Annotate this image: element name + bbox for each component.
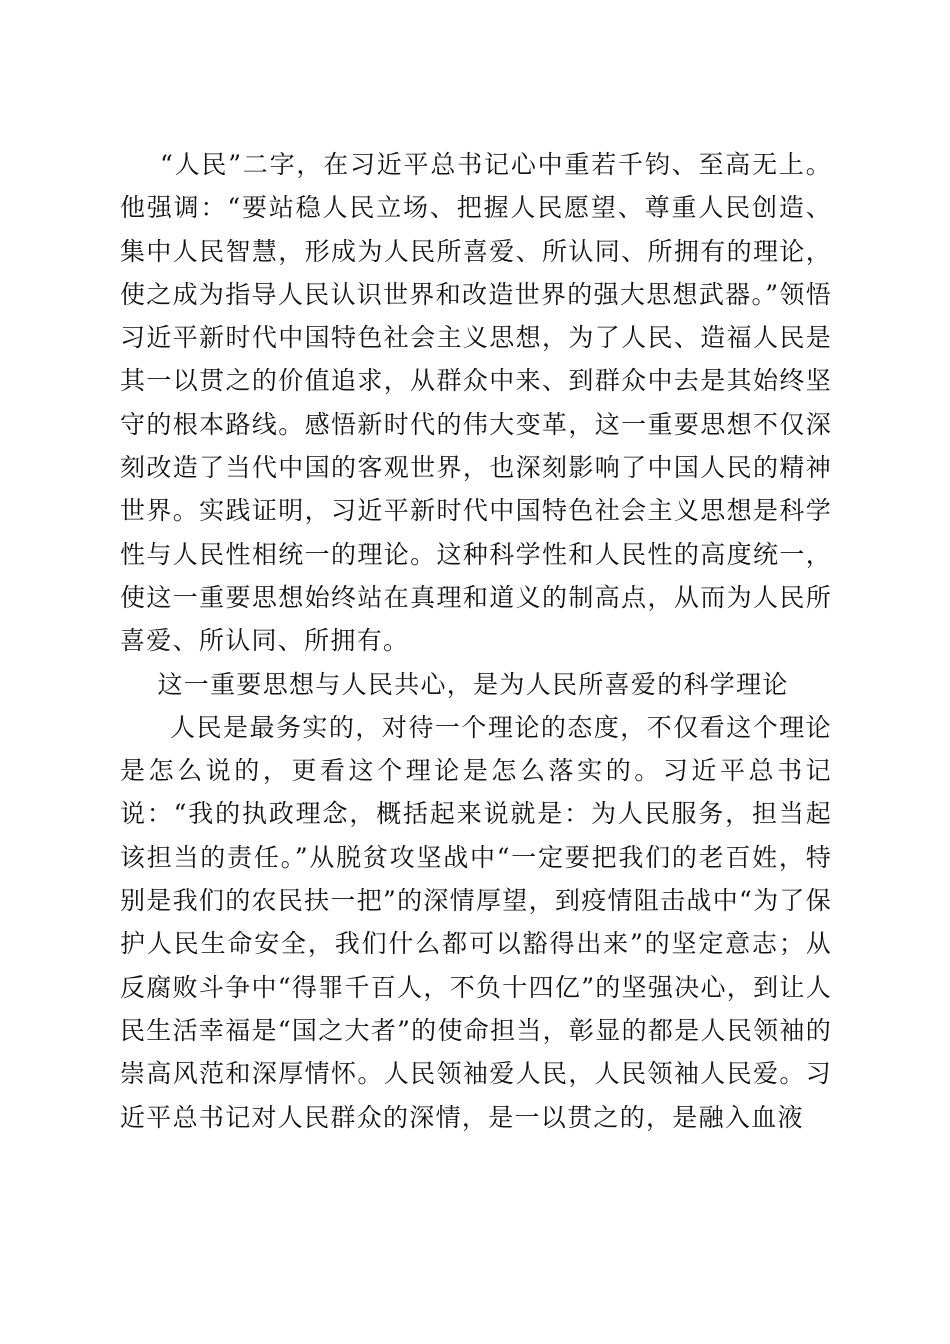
paragraph-practical-people: 人民是最务实的，对待一个理论的态度，不仅看这个理论是怎么说的，更看这个理论是怎么落实的。习近平总书记说：“我的执政理念，概括起来说就是：为人民服务，担当起该担当的责任。”从脱贫攻坚战中“一定要把我们的老百姓，特别是我们的农民扶一把”的深情厚望，到疫情阻击战中“为了保护人民生命安全，我们什么都可以豁得出来”的坚定意志；从反腐败斗争中“得罪千百人，不负十四亿”的坚强决心，到让人民生活幸福是“国之大者”的使命担当，彰显的都是人民领袖的崇高风范和深厚情怀。人民领袖爱人民，人民领袖人民爱。习近平总书记对人民群众的深情，是一以贯之的，是融入血液 [120, 712, 832, 1132]
section-subheading: 这一重要思想与人民共心，是为人民所喜爱的科学理论 [157, 669, 789, 699]
paragraph-people-significance: “人民”二字，在习近平总书记心中重若千钧、至高无上。他强调：“要站稳人民立场、把握人民愿望、尊重人民创造、集中人民智慧，形成为人民所喜爱、所认同、所拥有的理论，使之成为指导人民认识世界和改造世界的强大思想武器。”领悟习近平新时代中国特色社会主义思想，为了人民、造福人民是其一以贯之的价值追求，从群众中来、到群众中去是其始终坚守的根本路线。感悟新时代的伟大变革，这一重要思想不仅深刻改造了当代中国的客观世界，也深刻影响了中国人民的精神世界。实践证明，习近平新时代中国特色社会主义思想是科学性与人民性相统一的理论。这种科学性和人民性的高度统一，使这一重要思想始终站在真理和道义的制高点，从而为人民所喜爱、所认同、所拥有。 [120, 150, 832, 656]
document-body [120, 143, 832, 1139]
